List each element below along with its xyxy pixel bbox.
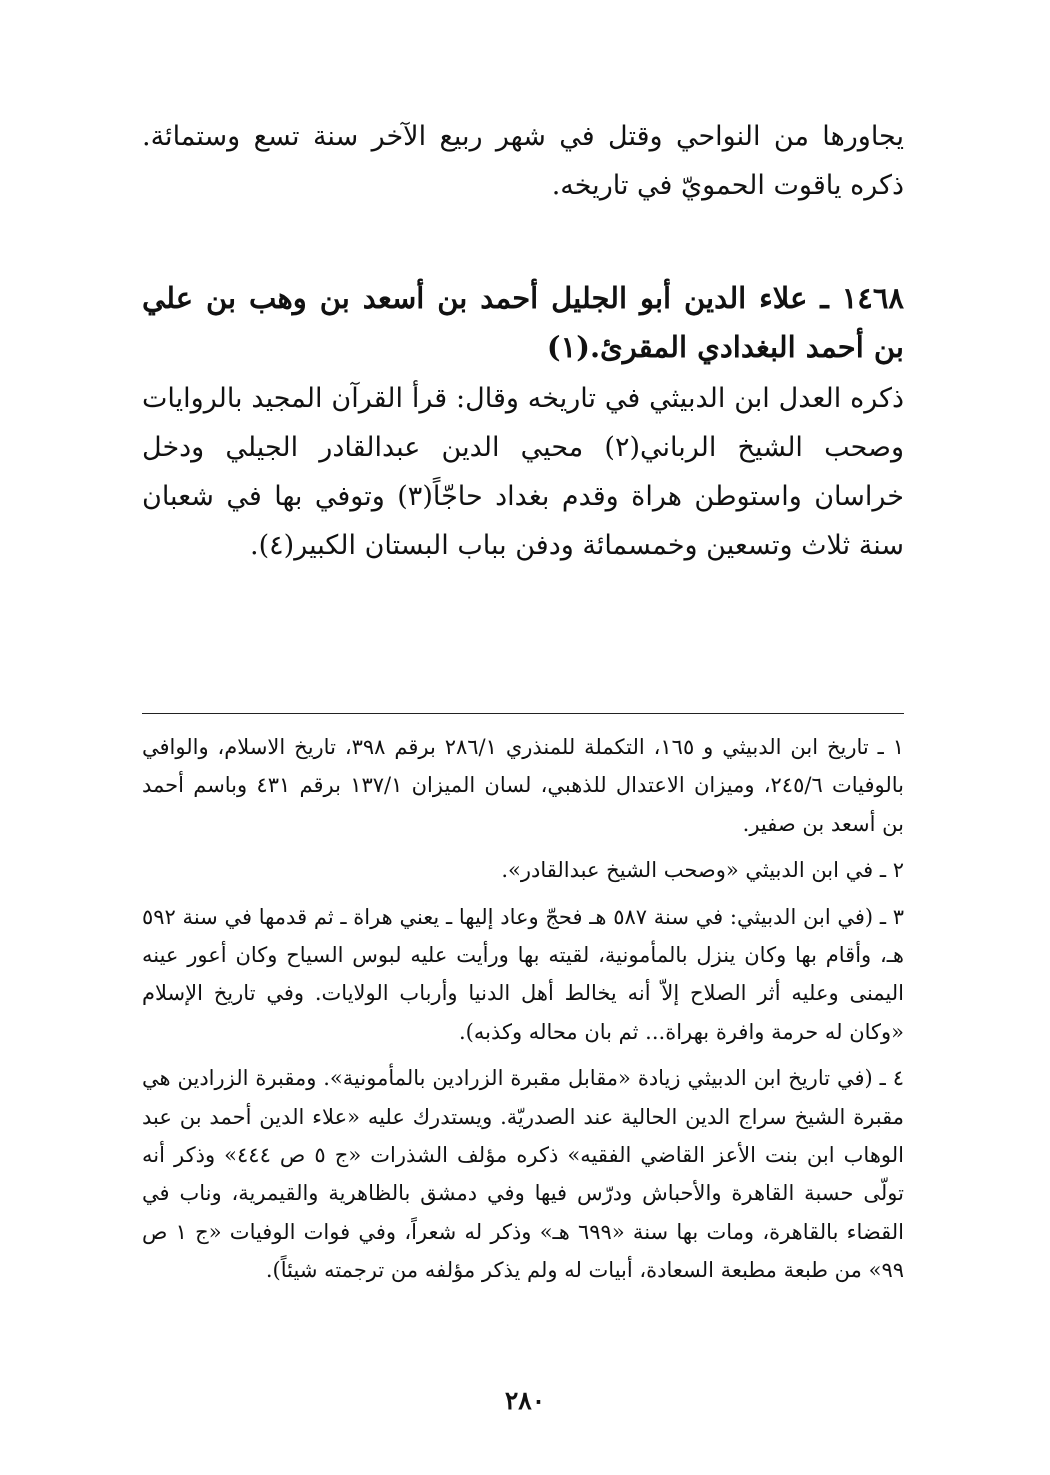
entry-body: ذكره العدل ابن الدبيثي في تاريخه وقال: قرأ القرآن المجيد بالروايات وصحب الشيخ الرباني(٢) محيي الدين عبدالقادر الجيلي ودخل خراسان واستوطن هراة وقدم بغداد حاجّاً(٣) وتوفي بها في شعبان سنة ثلاث وتسعين وخمسمائة ودفن بباب البستان الكبير(٤). [142, 383, 904, 561]
footnote-4: ٤ ـ (في تاريخ ابن الدبيثي زيادة «مقابل مقبرة الزرادين بالمأمونية». ومقبرة الزرادين هي مقبرة الشيخ سراج الدين الحالية عند الصدريّة. ويستدرك عليه «علاء الدين أحمد بن عبد الوهاب ابن بنت الأعز القاضي الفقيه» ذكره مؤلف الشذرات «ج ٥ ص ٤٤٤» وذكر أنه تولّى حسبة القاهرة والأحباش ودرّس فيها وفي دمشق بالظاهرية والقيمرية، وناب في القضاء بالقاهرة، ومات بها سنة «٦٩٩ هـ» وذكر له شعراً، وفي فوات الوفيات «ج ١ ص ٩٩» من طبعة مطبعة السعادة، أبيات له ولم يذكر مؤلفه من ترجمته شيئاً). [142, 1066, 904, 1283]
footnote-divider [142, 713, 904, 714]
previous-entry-continuation: يجاورها من النواحي وقتل في شهر ربيع الآخر سنة تسع وستمائة. ذكره ياقوت الحمويّ في تاريخه. [142, 121, 904, 201]
page-number: ٢٨٠ [504, 1386, 546, 1415]
footnote-3: ٣ ـ (في ابن الدبيثي: في سنة ٥٨٧ هـ فحجّ وعاد إليها ـ يعني هراة ـ ثم قدمها في سنة ٥٩٢ هـ، وأقام بها وكان ينزل بالمأمونية، لقيته بها ورأيت عليه لبوس السياح وكان أعور عينه اليمنى وعليه أثر الصلاح إلاّ أنه يخالط أهل الدنيا وأرباب الولايات. وفي تاريخ الإسلام «وكان له حرمة وافرة بهراة... ثم بان محاله وكذبه). [142, 904, 904, 1044]
footnote-1: ١ ـ تاريخ ابن الدبيثي و ١٦٥، التكملة للمنذري ٢٨٦/١ برقم ٣٩٨، تاريخ الاسلام، والوافي بالوفيات ٢٤٥/٦، وميزان الاعتدال للذهبي، لسان الميزان ١٣٧/١ برقم ٤٣١ وباسم أحمد بن أسعد بن صفير. [142, 735, 905, 836]
main-text [142, 112, 904, 570]
entry-heading: ١٤٦٨ ـ علاء الدين أبو الجليل أحمد بن أسعد بن وهب بن علي بن أحمد البغدادي المقرئ.(١) [142, 281, 904, 364]
footnotes [142, 728, 904, 1298]
footnote-2: ٢ ـ في ابن الدبيثي «وصحب الشيخ عبدالقادر». [501, 858, 904, 883]
